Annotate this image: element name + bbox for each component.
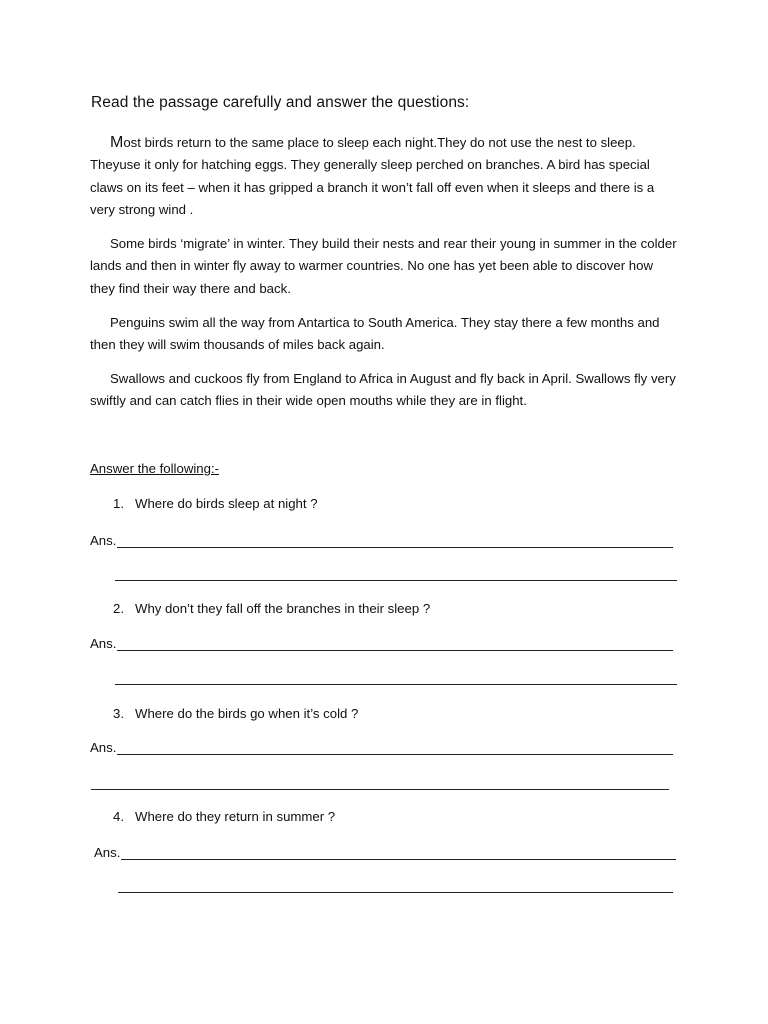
answer-label: Ans.: [94, 845, 121, 860]
passage-paragraph-1: [90, 132, 680, 221]
answer-line[interactable]: [115, 580, 677, 581]
answer-line[interactable]: [121, 859, 676, 860]
passage-paragraph-3: [90, 312, 680, 357]
paragraph-text: Penguins swim all the way from Antartica to South America. They stay there a few months and then they will swim thousands of miles back again.: [90, 315, 660, 353]
answer-line[interactable]: [115, 684, 677, 685]
answer-section-heading: Answer the following:-: [90, 461, 220, 476]
page-title: Read the passage carefully and answer the questions:: [91, 94, 470, 111]
question-2: [113, 601, 430, 616]
answer-label: Ans.: [90, 636, 117, 651]
question-number: 3.: [113, 706, 124, 721]
question-text: Why don’t they fall off the branches in their sleep ?: [135, 601, 431, 616]
question-number: 1.: [113, 496, 124, 511]
question-number: 2.: [113, 601, 124, 616]
drop-cap: M: [110, 134, 124, 151]
answer-line[interactable]: [117, 547, 673, 548]
question-4: [113, 809, 335, 824]
answer-line[interactable]: [118, 892, 673, 893]
passage-paragraph-4: [90, 368, 680, 413]
passage-paragraph-2: [90, 233, 680, 300]
question-number: 4.: [113, 809, 124, 824]
question-text: Where do birds sleep at night ?: [135, 496, 318, 511]
answer-line[interactable]: [117, 754, 673, 755]
question-text: Where do the birds go when it’s cold ?: [135, 706, 359, 721]
answer-line[interactable]: [91, 789, 669, 790]
question-1: [113, 496, 318, 511]
question-3: [113, 706, 358, 721]
question-text: Where do they return in summer ?: [135, 809, 336, 824]
paragraph-text: ost birds return to the same place to sleep each night.They do not use the nest to sleep. Theyuse it only for hatching eggs. They generally sleep perched on branches. A bird has special claws on its feet – when it has gripped a branch it won’t fall off even when it sleeps and there is a very strong wind .: [90, 135, 655, 217]
answer-label: Ans.: [90, 533, 117, 548]
answer-label: Ans.: [90, 740, 117, 755]
paragraph-text: Swallows and cuckoos fly from England to Africa in August and fly back in April. Swallows fly very swiftly and can catch flies in their wide open mouths while they are in flight.: [90, 371, 676, 409]
answer-line[interactable]: [117, 650, 673, 651]
paragraph-text: Some birds ‘migrate’ in winter. They build their nests and rear their young in summer in the colder lands and then in winter fly away to warmer countries. No one has yet been able to discover how they find their way there and back.: [90, 236, 677, 296]
